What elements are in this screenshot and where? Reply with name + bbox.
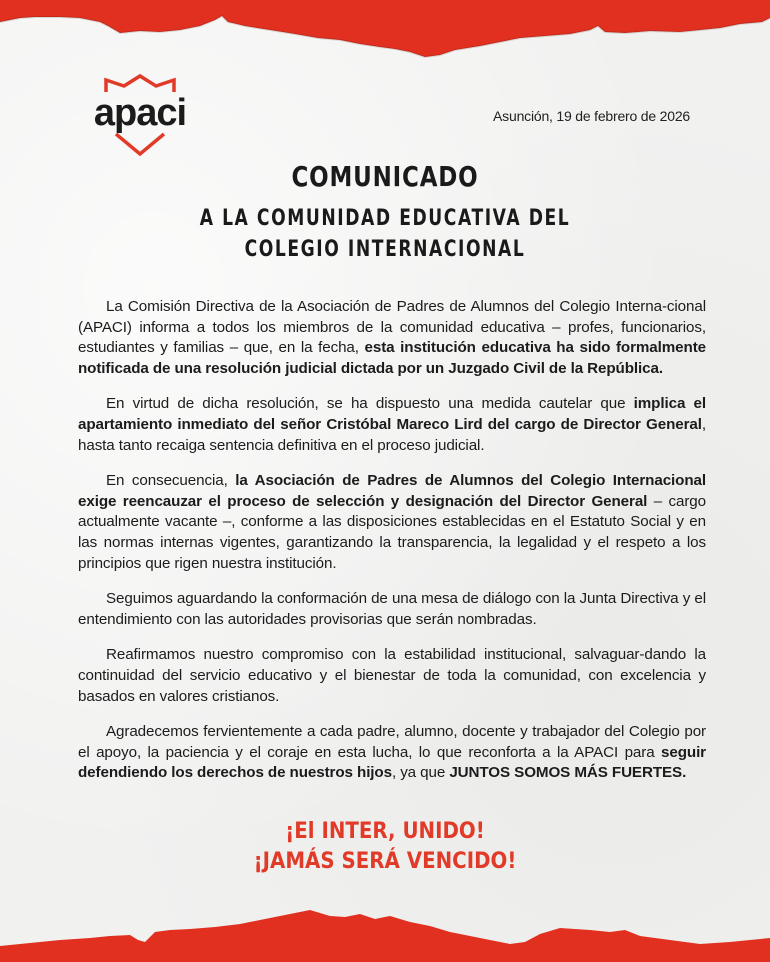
paragraph-6-bold: seguir defendiendo los derechos de nuestros hijos [78,743,706,782]
subtitle-line-2: COLEGIO INTERNACIONAL [244,237,526,262]
paragraph-4-text: Seguimos aguardando la conformación de una mesa de diálogo con la Junta Directiva y el entendimiento con las autoridades provisorias que serán nombradas. [78,590,706,628]
apaci-logo [74,72,206,162]
paragraph-6-mid: , ya que [391,764,450,782]
paragraph-6 [78,722,706,784]
paragraph-2-end: , hasta tanto recaiga sentencia definitiva en el proceso judicial. [78,415,706,454]
paragraph-3-text: En consecuencia, [106,472,236,490]
paragraph-1-bold: esta institución educativa ha sido formalmente notificada de una resolución judicial dictada por un Juzgado Civil de la República [78,339,706,377]
subtitle-line-1: A LA COMUNIDAD EDUCATIVA DEL [199,206,571,231]
paragraph-1 [78,297,706,379]
paragraph-2-bold: implica el apartamiento inmediato del señor Cristóbal Mareco Lird del cargo de Director General [78,395,706,433]
communique-body [78,297,706,799]
paragraph-5 [78,645,706,707]
torn-paper-top-decoration [0,0,770,60]
paragraph-4 [78,589,706,630]
paragraph-2-text: En virtud de dicha resolución, se ha dispuesto una medida cautelar que [106,395,634,413]
slogan-line-1: ¡El INTER, UNIDO! [285,819,485,844]
paragraph-3-bold: la Asociación de Padres de Alumnos del Colegio Internacional exige reencauzar el proceso de selección y designación del Director General [78,472,706,510]
document-title: COMUNICADO [291,160,479,193]
torn-paper-bottom-decoration [0,900,770,962]
paragraph-1-end: . [658,359,663,377]
paragraph-3 [78,471,706,574]
document-subtitle [85,203,686,265]
paragraph-2 [78,394,706,456]
paragraph-6-text: Agradecemos fervientemente a cada padre, alumno, docente y trabajador del Colegio por el apoyo, la paciencia y el coraje en esta lucha, lo que reconforta a la APACI para [78,723,706,761]
closing-slogan [39,817,732,877]
paragraph-1-text: La Comisión Directiva de la Asociación de Padres de Alumnos del Colegio Interna-cional (APACI) informa a todos los miembros de la comunidad educativa – profes, funcionarios, estudiantes y familias – que, en la fecha, [78,298,706,357]
paragraph-5-text: Reafirmamos nuestro compromiso con la estabilidad institucional, salvaguar-dando la continuidad del servicio educativo y el bienestar de toda la comunidad, con excelencia y basados en valores cristianos. [78,646,706,705]
logo-wordmark: apaci [93,92,187,134]
slogan-line-2: ¡JAMÁS SERÁ VENCIDO! [253,849,517,874]
document-date: Asunción, 19 de febrero de 2026 [493,108,690,124]
paragraph-6-bold-end: JUNTOS SOMOS MÁS FUERTES. [449,764,687,782]
paragraph-3-end: – cargo actualmente vacante –, conforme a las disposiciones establecidas en el Estatuto Social y en las normas internas vigentes, garantizando la transparencia, la legalidad y el respeto a los principios que rigen nuestra institución. [78,492,707,572]
